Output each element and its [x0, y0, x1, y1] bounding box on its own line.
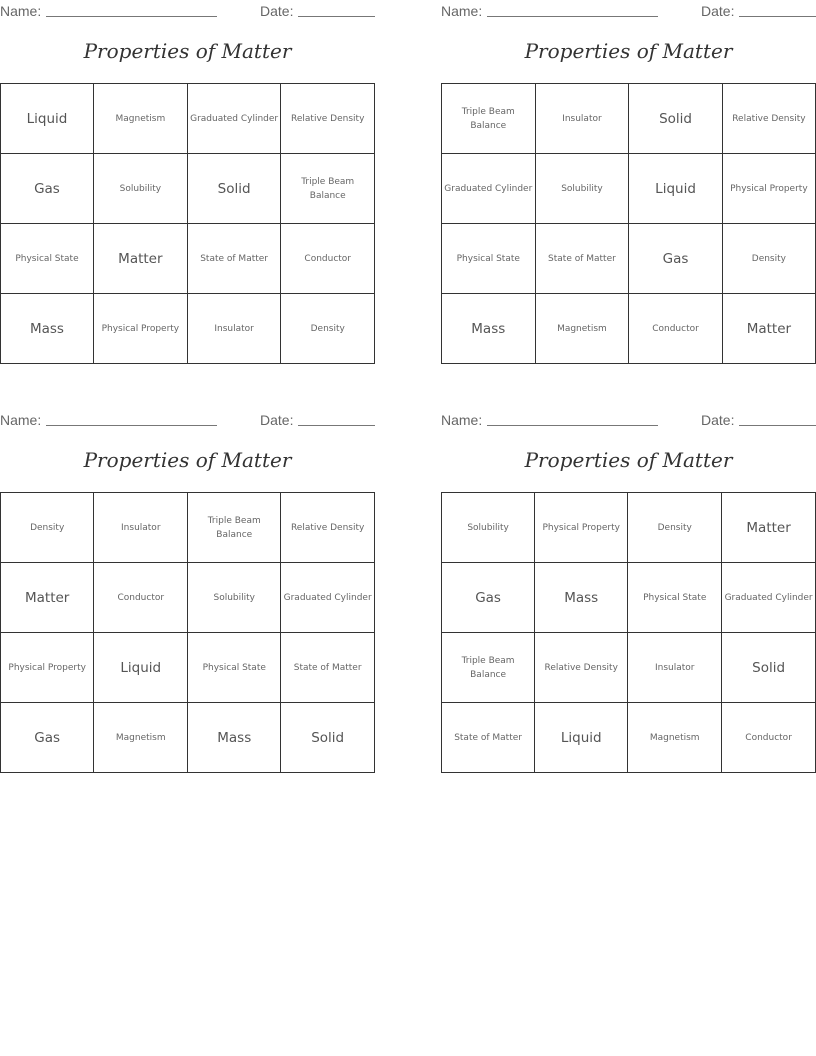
grid-cell: Liquid — [94, 633, 188, 703]
grid-cell: Graduated Cylinder — [722, 563, 816, 633]
grid-cell: Gas — [1, 154, 94, 224]
card-title: Properties of Matter — [83, 448, 292, 472]
date-label: Date: — [701, 3, 735, 19]
grid-cell: Liquid — [1, 84, 94, 154]
date-label: Date: — [701, 412, 735, 428]
name-field-line — [487, 16, 658, 17]
bingo-grid — [441, 492, 816, 773]
grid-cell: Conductor — [629, 294, 722, 364]
card-header — [0, 409, 375, 431]
grid-cell: Magnetism — [628, 703, 722, 773]
grid-cell: Mass — [1, 294, 94, 364]
grid-cell: Triple Beam Balance — [281, 154, 375, 224]
grid-cell: Physical Property — [1, 633, 94, 703]
grid-row — [442, 224, 816, 294]
grid-cell: Matter — [1, 563, 94, 633]
grid-cell: Physical State — [1, 224, 94, 294]
date-field-line — [739, 16, 816, 17]
bingo-card-1 — [0, 0, 375, 337]
grid-cell: Physical Property — [93, 294, 187, 364]
grid-row — [1, 633, 375, 703]
grid-cell: Relative Density — [535, 633, 628, 703]
grid-row — [442, 633, 816, 703]
grid-row — [442, 84, 816, 154]
grid-cell: Matter — [722, 294, 815, 364]
grid-row — [442, 493, 816, 563]
grid-cell: Physical Property — [722, 154, 815, 224]
grid-cell: Insulator — [628, 633, 722, 703]
grid-cell: Physical Property — [535, 493, 628, 563]
grid-cell: Density — [281, 294, 375, 364]
grid-cell: Insulator — [187, 294, 281, 364]
grid-cell: Physical State — [188, 633, 281, 703]
grid-cell: Triple Beam Balance — [442, 84, 536, 154]
grid-row — [442, 563, 816, 633]
grid-cell: Solubility — [93, 154, 187, 224]
grid-cell: Solid — [187, 154, 281, 224]
date-field-line — [739, 425, 816, 426]
name-field-line — [487, 425, 658, 426]
bingo-grid — [441, 83, 816, 364]
grid-cell: State of Matter — [187, 224, 281, 294]
card-title: Properties of Matter — [524, 448, 733, 472]
grid-cell: Triple Beam Balance — [188, 493, 281, 563]
name-label: Name: — [441, 3, 483, 19]
grid-cell: Solubility — [188, 563, 281, 633]
grid-cell: Physical State — [442, 224, 536, 294]
date-label: Date: — [260, 412, 294, 428]
grid-cell: Graduated Cylinder — [281, 563, 375, 633]
grid-cell: Liquid — [629, 154, 722, 224]
grid-cell: Density — [1, 493, 94, 563]
grid-cell: Gas — [442, 563, 535, 633]
grid-cell: State of Matter — [442, 703, 535, 773]
card-title: Properties of Matter — [83, 39, 292, 63]
grid-cell: Liquid — [535, 703, 628, 773]
grid-cell: Solubility — [535, 154, 629, 224]
bingo-card-3 — [0, 409, 375, 746]
grid-cell: Conductor — [281, 224, 375, 294]
bingo-card-2 — [441, 0, 816, 337]
grid-cell: Graduated Cylinder — [187, 84, 281, 154]
grid-row — [442, 154, 816, 224]
grid-cell: Relative Density — [281, 84, 375, 154]
name-label: Name: — [0, 3, 42, 19]
grid-cell: State of Matter — [535, 224, 629, 294]
grid-cell: Insulator — [94, 493, 188, 563]
bingo-grid — [0, 492, 375, 773]
grid-cell: Magnetism — [94, 703, 188, 773]
grid-cell: Magnetism — [535, 294, 629, 364]
date-label: Date: — [260, 3, 294, 19]
bingo-card-4 — [441, 409, 816, 746]
grid-cell: Solid — [722, 633, 816, 703]
grid-row — [1, 154, 375, 224]
grid-row — [1, 224, 375, 294]
card-header — [441, 409, 816, 431]
grid-cell: State of Matter — [281, 633, 375, 703]
date-field-line — [298, 425, 375, 426]
grid-cell: Density — [628, 493, 722, 563]
grid-cell: Mass — [535, 563, 628, 633]
grid-row — [442, 703, 816, 773]
grid-row — [1, 84, 375, 154]
grid-cell: Mass — [442, 294, 536, 364]
name-field-line — [46, 16, 217, 17]
card-title: Properties of Matter — [524, 39, 733, 63]
name-label: Name: — [441, 412, 483, 428]
grid-cell: Gas — [629, 224, 722, 294]
grid-cell: Graduated Cylinder — [442, 154, 536, 224]
grid-row — [442, 294, 816, 364]
grid-cell: Solid — [629, 84, 722, 154]
grid-row — [1, 703, 375, 773]
bingo-grid — [0, 83, 375, 364]
grid-cell: Insulator — [535, 84, 629, 154]
grid-cell: Physical State — [628, 563, 722, 633]
grid-cell: Relative Density — [722, 84, 815, 154]
grid-cell: Relative Density — [281, 493, 375, 563]
grid-cell: Solid — [281, 703, 375, 773]
grid-cell: Matter — [722, 493, 816, 563]
grid-cell: Density — [722, 224, 815, 294]
grid-row — [1, 294, 375, 364]
grid-cell: Conductor — [722, 703, 816, 773]
grid-cell: Mass — [188, 703, 281, 773]
name-field-line — [46, 425, 217, 426]
name-label: Name: — [0, 412, 42, 428]
grid-cell: Magnetism — [93, 84, 187, 154]
grid-cell: Solubility — [442, 493, 535, 563]
grid-cell: Triple Beam Balance — [442, 633, 535, 703]
grid-cell: Gas — [1, 703, 94, 773]
grid-row — [1, 563, 375, 633]
date-field-line — [298, 16, 375, 17]
grid-cell: Matter — [93, 224, 187, 294]
grid-row — [1, 493, 375, 563]
grid-cell: Conductor — [94, 563, 188, 633]
card-header — [0, 0, 375, 22]
card-header — [441, 0, 816, 22]
